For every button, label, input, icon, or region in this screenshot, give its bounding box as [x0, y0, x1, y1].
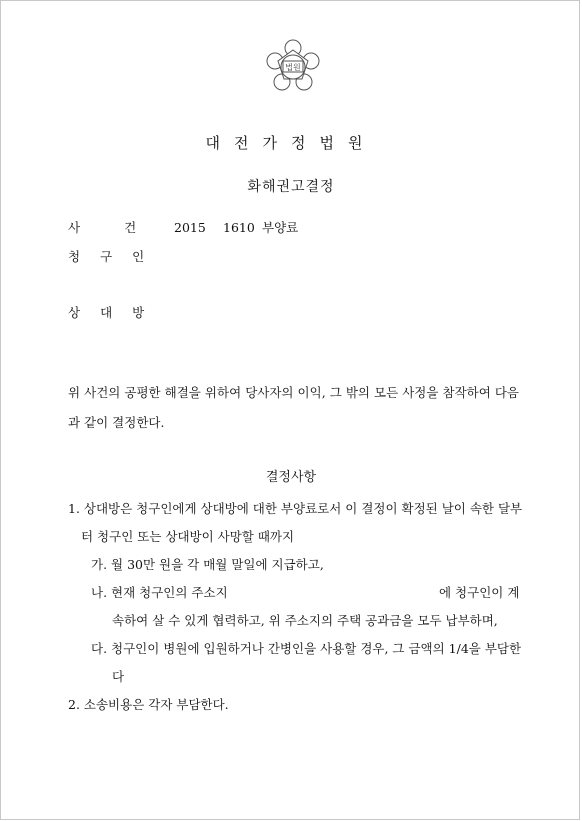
respondent-label — [68, 305, 164, 321]
case-number: 1610 — [223, 220, 255, 235]
section-title: 결정사항 — [265, 470, 317, 485]
item-1-line-2: 터 청구인 또는 상대방이 사망할 때까지 — [81, 529, 295, 544]
claimant-label — [68, 249, 164, 265]
item-1-na-part-2: 에 청구인이 계 — [439, 585, 520, 600]
case-year: 2015 — [174, 220, 206, 235]
respondent-label-text: 상대방 — [68, 305, 165, 320]
item-1-line-1: 1. 상대방은 청구인에게 상대방에 대한 부양료로서 이 결정이 확정된 날이 속한 달부 — [68, 501, 523, 516]
intro-line-1: 위 사건의 공평한 해결을 위하여 당사자의 이익, 그 밖의 모든 사정을 참작하여 다음 — [68, 385, 519, 400]
document-title: 화해권고결정 — [247, 179, 335, 195]
case-type: 부양료 — [262, 220, 299, 235]
item-2: 2. 소송비용은 각자 부담한다. — [68, 697, 229, 712]
item-1-na-line-2: 속하여 살 수 있게 협력하고, 위 주소지의 주택 공과금을 모두 납부하며, — [112, 613, 498, 628]
item-1-ga: 가. 월 30만 원을 각 매월 말일에 지급하고, — [91, 557, 324, 572]
court-name: 대전가정법원 — [205, 134, 377, 152]
item-1-da-line-2: 다 — [112, 669, 125, 684]
claimant-label-text: 청구인 — [68, 249, 165, 264]
item-1-da-line-1: 다. 청구인이 병원에 입원하거나 간병인을 사용할 경우, 그 금액의 1/4을 부담한 — [91, 641, 522, 656]
intro-line-2: 과 같이 결정한다. — [68, 415, 165, 430]
case-label-text: 사건 — [68, 220, 181, 235]
item-1-na-part-1: 나. 현재 청구인의 주소지 — [91, 585, 228, 600]
case-label — [68, 220, 180, 236]
court-seal-icon — [263, 37, 323, 97]
seal-text: 법원 — [285, 63, 301, 72]
